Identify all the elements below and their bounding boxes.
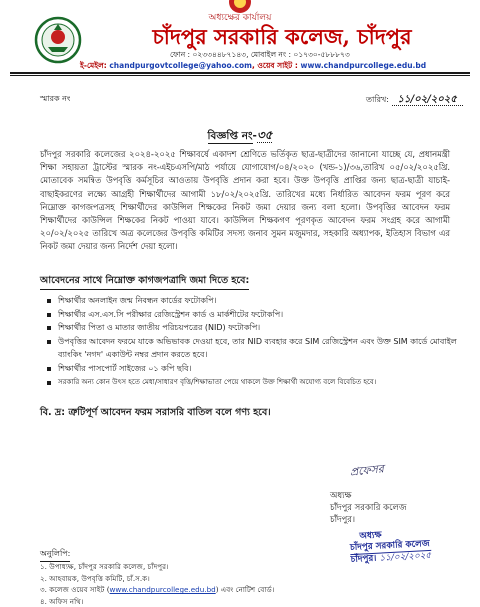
signature-college: চাঁদপুর সরকারি কলেজ	[330, 502, 480, 514]
list-item: শিক্ষার্থীর পিতা ও মাতার জাতীয় পরিচয়পত্রের (NID) ফটোকপি।	[46, 321, 466, 335]
email-link[interactable]: chandpurgovtcollege@yahoo.com	[109, 61, 252, 70]
list-item: ৪. অফিস নথি।	[40, 596, 274, 607]
college-title: চাঁদপুর সরকারি কলেজ, চাঁদপুর	[84, 21, 480, 56]
list-item: ২. আহবায়ক, উপবৃত্তি কমিটি, চাঁ.স.ক।	[40, 573, 274, 585]
notice-body: চাঁদপুর সরকারি কলেজের ২০২৪-২০২৫ শিক্ষাবর্ষে একাদশ শ্রেণিতে ভর্তিকৃত ছাত্র-ছাত্রীদের জানানো যাচ্ছে যে, প্রধানমন্ত্রী শিক্ষা সহায়তা ট্রাস্টের স্মারক নং-এইচএসপি/মাঠ পর্যায়ে যোগাযোগ/০৪/২০২০ (খন্ড-১)/৩৬,তারিখ ০৫/০২/২০২৫খ্রি. মোতাবেক সমন্বিত উপবৃত্তি কর্মসূচির আওতায় উপবৃত্তি প্রদান করা হবে। উক্ত উপবৃত্তি প্রাপ্তির জন্য ছাত্র-ছাত্রী যাচাই-বাছাইকরণের লক্ষ্যে আগ্রহী শিক্ষার্থীদের আগামী ১৮/০২/২০২৫খ্রি. তারিখের মধ্যে নির্ধারিত আবেদন ফরম পূরণ করে নিম্নোক্ত কাগজপত্রসহ শিক্ষার্থীদের কাউন্সিল শিক্ষকের নিকট জমা দেয়ার জন্য বলা হলো। উপবৃত্তির আবেদন ফরম শিক্ষার্থীদের কাউন্সিল শিক্ষকের নিকট পাওয়া যাবে। কাউন্সিল শিক্ষকগণ পূরণকৃত আবেদন ফরম সংগ্রহ করে আগামী ২০/০২/২০২৫ তারিখে অত্র কলেজের উপবৃত্তি কমিটির সদস্য জনাব সুমন মজুমদার, সহকারি অধ্যাপক, ইতিহাস বিভাগ এর নিকট জমা দেয়ার জন্য নির্দেশ দেয়া হলো।	[40, 148, 450, 254]
stamp-date: ১১/০২/২০২৫	[379, 551, 431, 564]
notice-heading: বিজ্ঞপ্তি নং-৩৫	[0, 127, 480, 147]
list-item: শিক্ষার্থীর পাসপোর্ট সাইজের ০১ কপি ছবি।	[46, 362, 466, 376]
signature-place: চাঁদপুর।	[330, 514, 480, 526]
signature-scribble: প্রফেসর	[349, 460, 385, 482]
list-item: শিক্ষার্থীর এস.এস.সি পরীক্ষার রেজিস্ট্রেশন কার্ড ও মার্কশীটের ফটোকপি।	[46, 308, 466, 322]
memo-date	[366, 92, 463, 109]
list-item: উপবৃত্তির আবেদন ফরমে যাকে অভিভাবক দেওয়া হবে, তার NID ব্যবহার করে SIM রেজিস্ট্রেশন এবং উক্ত SIM কার্ডে মোবাইল ব্যাংকিং 'নগদ' একাউন্ট নম্বর প্রদান করতে হবে।	[46, 335, 466, 362]
date-label: তারিখ:	[366, 95, 389, 104]
list-item: ১. উপাধ্যক্ষ, চাঁদপুর সরকারি কলেজ, চাঁদপুর।	[40, 561, 274, 573]
phone-line: ফোন : ০২৩৩৪৪৮৭১৪৩, মোবাইল নং : ০১৭৩০-৫৮৮৮৭৩	[170, 50, 350, 62]
footnote: বি. দ্র: ত্রুটিপূর্ণ আবেদন ফরম সরাসরি বাতিল বলে গণ্য হবে।	[40, 406, 271, 421]
memo-reference: স্মারক নং	[40, 93, 70, 106]
website-link-footer[interactable]: www.chandpurcollege.edu.bd	[110, 585, 216, 594]
signature-role: অধ্যক্ষ	[330, 490, 480, 502]
date-value: ১১/০২/২০২৫	[392, 94, 463, 106]
notice-title: বিজ্ঞপ্তি নং	[208, 130, 253, 144]
office-label: অধ্যক্ষের কার্যালয়	[0, 10, 480, 25]
principal-stamp	[349, 528, 431, 566]
signature-block	[330, 490, 480, 526]
stamp-college: চাঁদপুর সরকারি কলেজ	[350, 539, 431, 555]
list-item: শিক্ষার্থীর অনলাইন জন্ম নিবন্ধন কার্ডের ফটোকপি।	[46, 294, 466, 308]
list-item: সরকারি অন্য কোন উৎস হতে মেধা/সাধারণ বৃত্তি/শিক্ষাভাতা পেয়ে থাকলে উক্ত শিক্ষার্থী অযোগ্য বলে বিবেচিত হবে।	[46, 376, 466, 390]
documents-list	[46, 294, 466, 389]
website-label: , ওয়েব সাইট :	[252, 61, 298, 70]
documents-heading: আবেদনের সাথে নিম্নোক্ত কাগজপত্রাদি জমা দিতে হবে:	[40, 274, 249, 290]
list-item: ৩. কলেজ ওয়েব সাইট (www.chandpurcollege.edu.bd) এবং নোটিশ বোর্ড।	[40, 584, 274, 596]
copy-to-list	[40, 561, 274, 607]
header-divider-thin	[10, 75, 470, 76]
copy-to-heading: অনুলিপি:	[40, 548, 70, 562]
notice-number: ৩৫	[257, 128, 273, 143]
stamp-role: অধ্যক্ষ	[349, 528, 430, 543]
website-link[interactable]: www.chandpurcollege.edu.bd	[301, 61, 427, 70]
email-label: ই-মেইল:	[80, 61, 107, 70]
stamp-place: চাঁদপুর। ১১/০২/২০২৫	[350, 551, 431, 566]
header-divider	[10, 72, 470, 74]
